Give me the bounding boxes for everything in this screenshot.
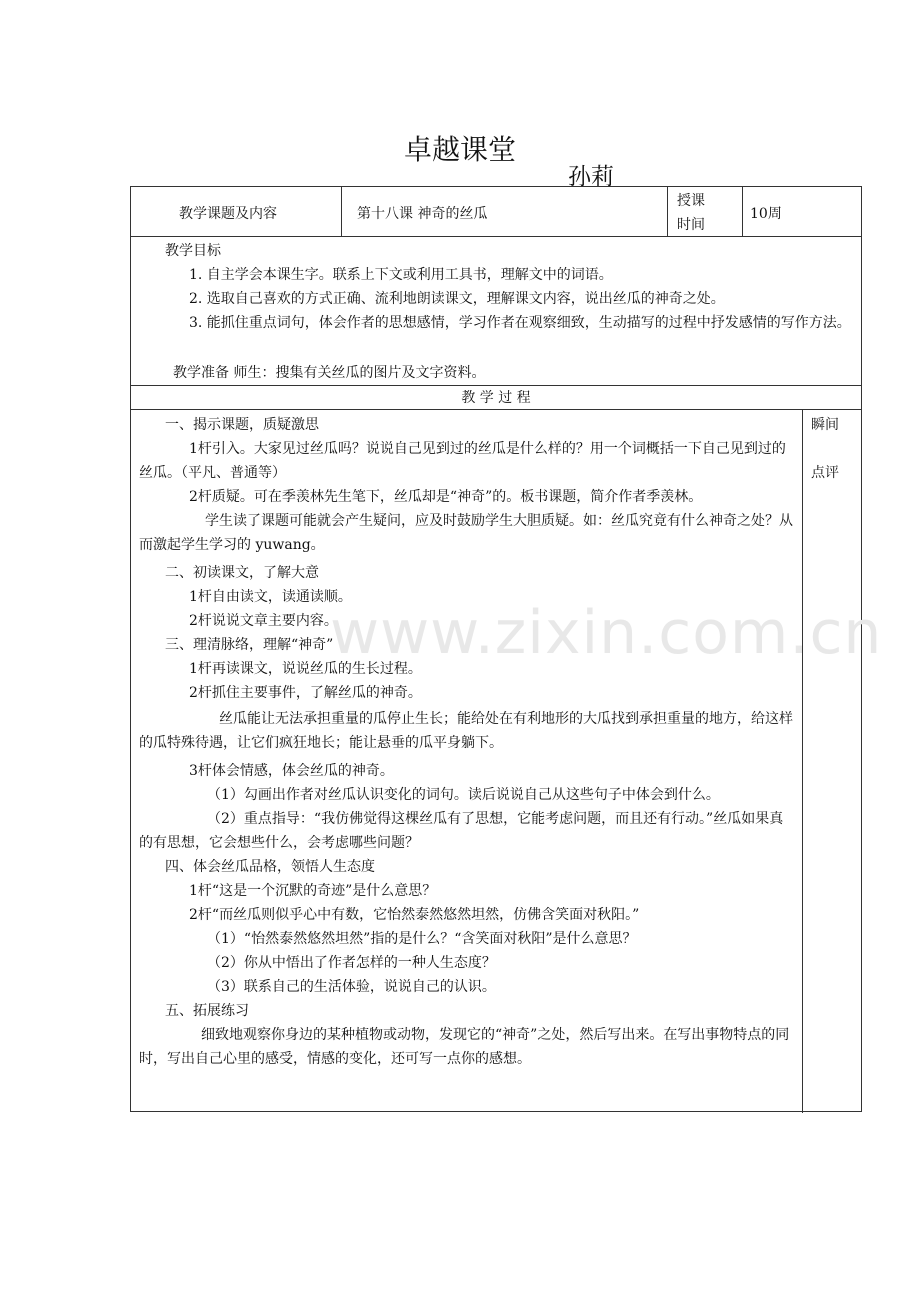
preparation: 教学准备 师生：搜集有关丝瓜的图片及文字资料。	[173, 365, 486, 381]
col-divider	[341, 187, 342, 236]
process-line: 1杆引入。大家见过丝瓜吗？说说自己见到过的丝瓜是什么样的？用一个词概括一下自己见到过的丝瓜。（平凡、普通等）	[139, 441, 786, 481]
lesson-title: 第十八课 神奇的丝瓜	[357, 206, 488, 222]
process-line: （2）重点指导：“我仿佛觉得这棵丝瓜有了思想，它能考虑问题，而且还有行动。”丝瓜如果真的有思想，它会想些什么，会考虑哪些问题？	[139, 811, 784, 851]
side-label: 瞬间	[811, 417, 839, 433]
side-label: 点评	[811, 465, 839, 481]
process-line: 1杆自由读文，读通读顺。	[189, 589, 352, 605]
section-heading: 四、体会丝瓜品格，领悟人生态度	[165, 859, 375, 875]
process-line: 2杆“而丝瓜则似乎心中有数，它怡然泰然悠然坦然，仿佛含笑面对秋阳。”	[189, 907, 640, 923]
section-heading: 三、理清脉络，理解“神奇”	[165, 637, 334, 653]
process-line: （2）你从中悟出了作者怎样的一种人生态度？	[207, 955, 496, 971]
objective-item: 3. 能抓住重点词句，体会作者的思想感情，学习作者在观察细致，生动描写的过程中抒发感情的写作方法。	[189, 315, 851, 331]
time-label: 时间	[677, 217, 705, 233]
col-divider	[667, 187, 668, 236]
process-line: 1杆再读课文，说说丝瓜的生长过程。	[189, 661, 422, 677]
section-heading: 一、揭示课题，质疑激思	[165, 417, 319, 433]
topic-label: 教学课题及内容	[179, 206, 277, 222]
process-line: （1）勾画出作者对丝瓜认识变化的词句。读后说说自己从这些句子中体会到什么。	[207, 787, 720, 803]
process-line: 细致地观察你身边的某种植物或动物，发现它的“神奇”之处，然后写出来。在写出事物特点的同时，写出自己心里的感受，情感的变化，还可写一点你的感想。	[139, 1027, 790, 1067]
process-line: （1）“怡然泰然悠然坦然”指的是什么？“含笑面对秋阳”是什么意思？	[207, 931, 637, 947]
process-line: 2杆抓住主要事件，了解丝瓜的神奇。	[189, 685, 422, 701]
objective-item: 1. 自主学会本课生字。联系上下文或利用工具书，理解文中的词语。	[189, 267, 613, 283]
objective-item: 2. 选取自己喜欢的方式正确、流利地朗读课文，理解课文内容，说出丝瓜的神奇之处。	[189, 291, 725, 307]
time-value: 10周	[750, 206, 782, 222]
process-line: 丝瓜能让无法承担重量的瓜停止生长；能给处在有利地形的大瓜找到承担重量的地方，给这样的瓜特殊待遇，让它们疯狂地长；能让悬垂的瓜平身躺下。	[139, 711, 793, 751]
section-heading: 二、初读课文，了解大意	[165, 565, 319, 581]
process-heading: 教 学 过 程	[461, 390, 531, 406]
process-line: 1杆“这是一个沉默的奇迹”是什么意思？	[189, 883, 437, 899]
process-line: 2杆说说文章主要内容。	[189, 613, 338, 629]
page-title: 卓越课堂	[403, 133, 516, 166]
section-heading: 五、拓展练习	[165, 1003, 249, 1019]
author-name: 孙莉	[568, 164, 614, 190]
process-line: 2杆质疑。可在季羡林先生笔下，丝瓜却是“神奇”的。板书课题，简介作者季羡林。	[189, 489, 703, 505]
objectives-heading: 教学目标	[165, 243, 221, 259]
process-line: （3）联系自己的生活体验，说说自己的认识。	[207, 979, 496, 995]
process-line: 3杆体会情感，体会丝瓜的神奇。	[189, 763, 394, 779]
col-divider	[802, 409, 803, 1113]
process-line: 学生读了课题可能就会产生疑问，应及时鼓励学生大胆质疑。如：丝瓜究竟有什么神奇之处？从而激起学生学习的 yuwang。	[139, 513, 793, 553]
time-label: 授课	[677, 193, 705, 209]
col-divider	[742, 187, 743, 236]
row-divider	[131, 236, 861, 237]
watermark: www.zixin.com.cn	[330, 598, 883, 668]
